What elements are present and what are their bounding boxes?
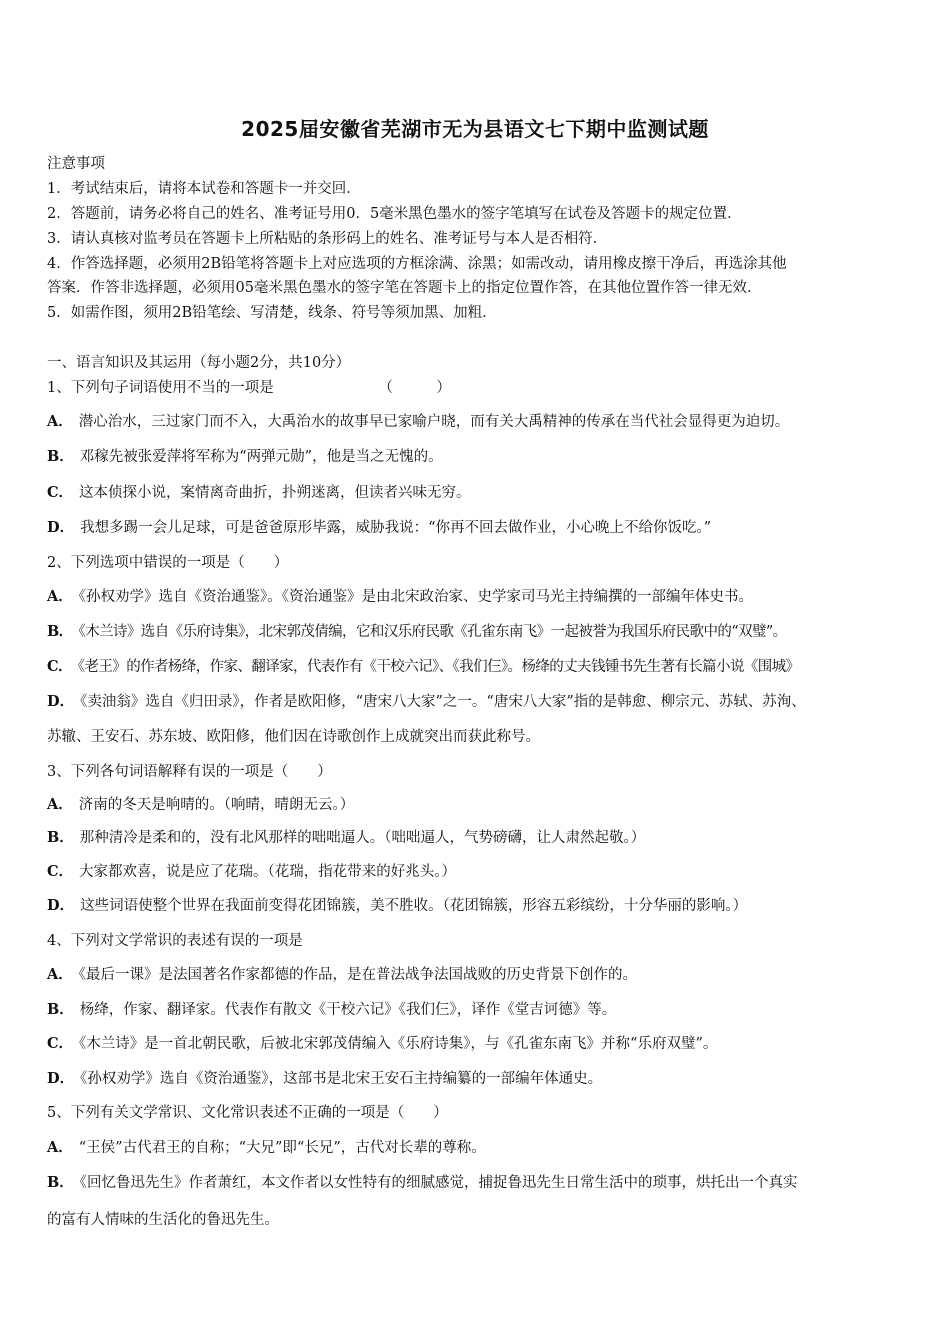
- option-label: A．: [47, 413, 73, 430]
- option-text: 《老王》的作者杨绛，作家、翻译家，代表作有《干校六记》、《我们仨》。杨绛的丈夫钱锺书先生著有长篇小说《围城》: [77, 659, 800, 675]
- option-label: B．: [47, 623, 73, 640]
- question-stem-text: 1、下列句子词语使用不当的一项是: [47, 380, 274, 396]
- question-3-stem: 3、下列各句词语解释有误的一项是（ ）: [47, 764, 332, 780]
- option-label: D．: [47, 1070, 75, 1087]
- option-label: C．: [47, 658, 72, 675]
- option-label: D．: [47, 693, 75, 710]
- option-label: B．: [47, 829, 74, 846]
- option-text: 《木兰诗》是一首北朝民歌，后被北宋郭茂倩编入《乐府诗集》，与《孔雀东南飞》并称“乐府双璧”。: [79, 1036, 718, 1052]
- option-label: D．: [47, 519, 75, 536]
- option-text: 《回忆鲁迅先生》作者萧红，本文作者以女性特有的细腻感觉，捕捉鲁迅先生日常生活中的琐事，烘托出一个真实: [79, 1175, 798, 1191]
- option-row: [47, 826, 645, 847]
- option-label: B．: [47, 448, 74, 465]
- option-text: 杨绛，作家、翻译家。代表作有散文《干校六记》《我们仨》，译作《堂吉诃德》等。: [79, 1002, 617, 1018]
- option-row: [47, 445, 443, 466]
- option-text: 我想多踢一会儿足球，可是爸爸原形毕露，威胁我说：“你再不回去做作业，小心晚上不给你饭吃。”: [80, 520, 712, 536]
- option-row: [47, 410, 789, 431]
- notice-item: 2．答题前，请务必将自己的姓名、准考证号用0．5毫米黑色墨水的签字笔填写在试卷及答题卡的规定位置．: [47, 206, 742, 222]
- question-2-stem: 2、下列选项中错误的一项是（ ）: [47, 555, 289, 571]
- option-continuation: 的富有人情味的生活化的鲁迅先生。: [47, 1212, 279, 1228]
- option-row: [47, 793, 354, 814]
- option-label: B．: [47, 1001, 74, 1018]
- option-row: [47, 998, 616, 1019]
- option-row: [47, 963, 637, 984]
- answer-paren: （ ）: [378, 380, 451, 396]
- option-text: 《木兰诗》选自《乐府诗集》，北宋郭茂倩编，它和汉乐府民歌《孔雀东南飞》一起被誉为我国乐府民歌中的“双璧”。: [78, 624, 787, 640]
- option-text: 《孙权劝学》选自《资治通鉴》。《资治通鉴》是由北宋政治家、史学家司马光主持编撰的一部编年体史书。: [78, 589, 754, 605]
- notice-item: 3．请认真核对监考员在答题卡上所粘贴的条形码上的姓名、准考证号与本人是否相符．: [47, 231, 608, 247]
- option-row: [47, 894, 747, 915]
- option-row: [47, 1136, 486, 1157]
- option-continuation: 苏辙、王安石、苏东坡、欧阳修，他们因在诗歌创作上成就突出而获此称号。: [47, 729, 540, 745]
- option-text: “王侯”古代君王的自称；“大兄”即“长兄”，古代对长辈的尊称。: [78, 1140, 486, 1156]
- option-text: 潜心治水，三过家门而不入，大禹治水的故事早已家喻户晓，而有关大禹精神的传承在当代社会显得更为迫切。: [78, 414, 790, 430]
- option-row: [47, 860, 456, 881]
- notice-heading: 注意事项: [47, 156, 105, 172]
- option-text: 《最后一课》是法国著名作家都德的作品，是在普法战争法国战败的历史背景下创作的。: [78, 967, 638, 983]
- option-label: B．: [47, 1174, 74, 1191]
- option-text: 《孙权劝学》选自《资治通鉴》，这部书是北宋王安石主持编纂的一部编年体通史。: [80, 1071, 603, 1087]
- option-label: A．: [47, 1139, 73, 1156]
- option-row: [47, 1032, 717, 1053]
- option-label: C．: [47, 1035, 74, 1052]
- option-row: [47, 655, 799, 676]
- option-row: [47, 481, 471, 502]
- notice-item: 5．如需作图，须用2B铅笔绘、写清楚，线条、符号等须加黑、加粗．: [47, 305, 497, 321]
- option-row: [47, 1171, 798, 1192]
- option-text: 济南的冬天是响晴的。（响晴，晴朗无云。）: [78, 797, 355, 813]
- section-heading: 一、语言知识及其运用（每小题2分，共10分）: [47, 355, 351, 371]
- notice-item: 4．作答选择题，必须用2B铅笔将答题卡上对应选项的方框涂满、涂黑；如需改动，请用橡皮擦干净后，再选涂其他: [47, 256, 787, 272]
- option-text: 《卖油翁》选自《归田录》，作者是欧阳修，“唐宋八大家”之一。“唐宋八大家”指的是韩愈、柳宗元、苏轼、苏洵、: [80, 694, 806, 710]
- option-label: D．: [47, 897, 75, 914]
- option-label: C．: [47, 484, 74, 501]
- option-text: 那种清冷是柔和的，没有北风那样的咄咄逼人。（咄咄逼人，气势磅礴，让人肃然起敬。）: [79, 830, 646, 846]
- option-row: [47, 585, 753, 606]
- option-label: C．: [47, 863, 74, 880]
- option-row: [47, 690, 806, 711]
- option-text: 邓稼先被张爱萍将军称为“两弹元勋”，他是当之无愧的。: [79, 449, 443, 465]
- option-text: 这些词语使整个世界在我面前变得花团锦簇，美不胜收。（花团锦簇，形容五彩缤纷，十分华丽的影响。）: [80, 898, 748, 914]
- option-label: A．: [47, 796, 73, 813]
- notice-item: 答案．作答非选择题，必须用05毫米黑色墨水的签字笔在答题卡上的指定位置作答，在其他位置作答一律无效．: [47, 280, 762, 296]
- option-text: 这本侦探小说，案情离奇曲折，扑朔迷离，但读者兴味无穷。: [79, 485, 471, 501]
- option-row: [47, 620, 787, 641]
- question-1-stem: [47, 376, 451, 397]
- option-label: A．: [47, 966, 73, 983]
- question-5-stem: 5、下列有关文学常识、文化常识表述不正确的一项是（ ）: [47, 1105, 448, 1121]
- notice-item: 1．考试结束后，请将本试卷和答题卡一并交回．: [47, 181, 361, 197]
- option-label: A．: [47, 588, 73, 605]
- option-row: [47, 516, 711, 537]
- option-row: [47, 1067, 602, 1088]
- page-title: 2025届安徽省芜湖市无为县语文七下期中监测试题: [241, 117, 709, 141]
- question-4-stem: 4、下列对文学常识的表述有误的一项是: [47, 933, 303, 949]
- option-text: 大家都欢喜，说是应了花瑞。（花瑞，指花带来的好兆头。）: [79, 864, 457, 880]
